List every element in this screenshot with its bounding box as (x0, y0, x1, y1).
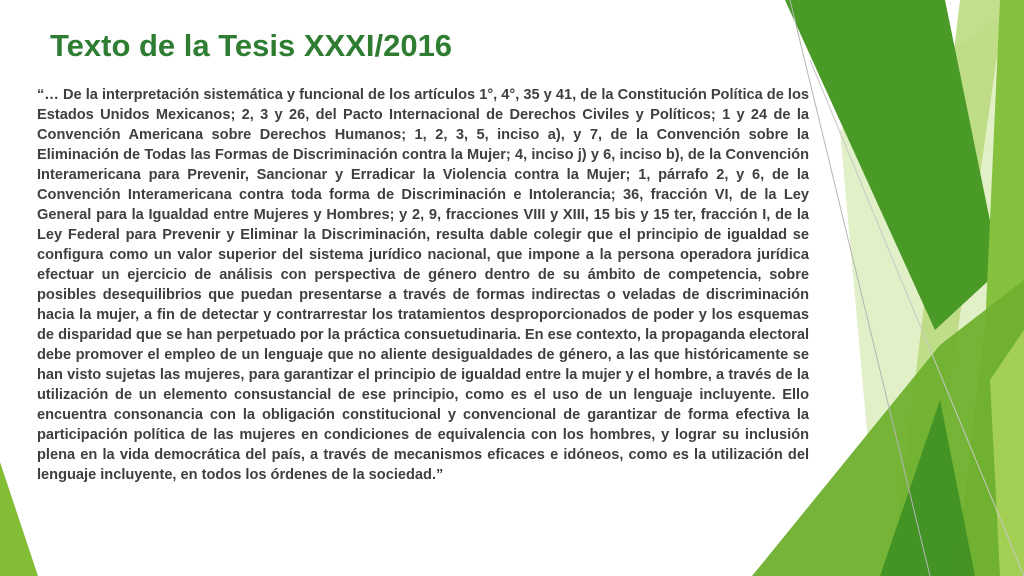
left-corner-facet (0, 462, 38, 576)
slide-title: Texto de la Tesis XXXI/2016 (50, 28, 453, 63)
thesis-quote-text: “… De la interpretación sistemática y funcional de los artículos 1°, 4°, 35 y 41, de la Constitución Política de los Estados Unidos Mexicanos; 2, 3 y 26, del Pacto Internacional de Derechos Civiles y Políticos; 1 y 24 de la Convención Americana sobre Derechos Humanos; 1, 2, 3, 5, inciso a), y 7, de la Convención sobre la Eliminación de Todas las Formas de Discriminación contra la Mujer; 4, inciso j) y 6, inciso b), de la Convención Interamericana para Prevenir, Sancionar y Erradicar la Violencia contra la Mujer; 1, párrafo 2, y 6, de la Convención Interamericana contra toda forma de Discriminación e Intolerancia; 36, fracción VI, de la Ley General para la Igualdad entre Mujeres y Hombres; y 2, 9, fracciones VIII y XIII, 15 bis y 15 ter, fracción I, de la Ley Federal para Prevenir y Eliminar la Discriminación, resulta dable colegir que el principio de igualdad se configura como un valor superior del sistema jurídico nacional, que impone a la persona operadora jurídica efectuar un ejercicio de análisis con perspectiva de género dentro de su ámbito de competencia, sobre posibles desequilibrios que puedan presentarse a través de formas indirectas o veladas de discriminación hacia la mujer, a fin de detectar y contrarrestar los tratamientos desproporcionados de poder y los esquemas de disparidad que se han perpetuado por la práctica consuetudinaria. En ese contexto, la propaganda electoral debe promover el empleo de un lenguaje que no aliente desigualdades de género, a las que históricamente se han visto sujetas las mujeres, para garantizar el principio de igualdad entre la mujer y el hombre, a través de la utilización de un elemento consustancial de ese principio, como es el uso de un lenguaje incluyente. Ello encuentra consonancia con la obligación constitucional y convencional de garantizar de forma efectiva la participación política de las mujeres en condiciones de equivalencia con los hombres, y lograr su inclusión plena en la vida democrática del país, a través de mecanismos eficaces e idóneos, como es la utilización del lenguaje incluyente, en todos los órdenes de la sociedad.” (37, 87, 809, 483)
